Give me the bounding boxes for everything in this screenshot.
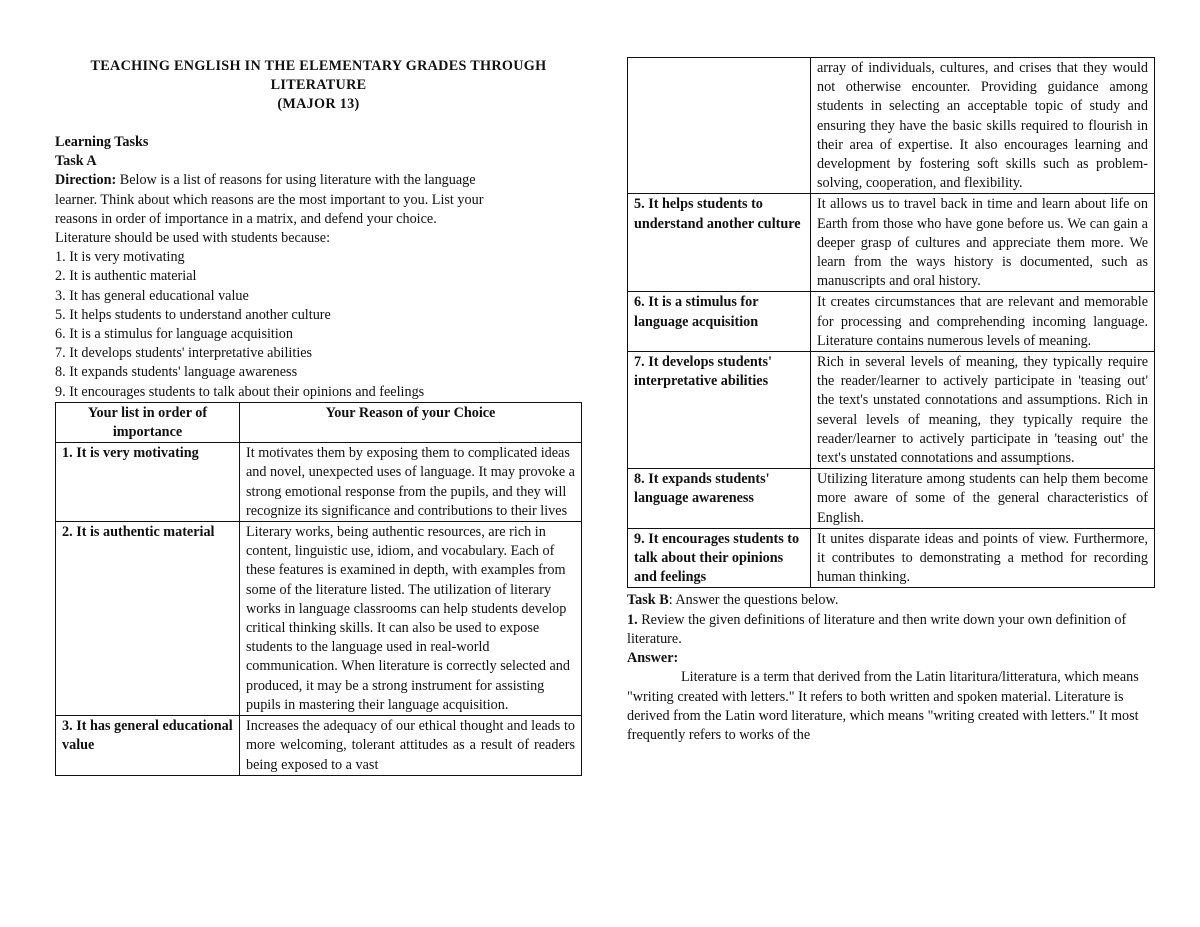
reason-text: Literary works, being authentic resources, are rich in content, linguistic use, idiom, and vocabulary. Each of these features is examined in depth, with examples from some of the literature listed. The utilization of literary works in language classrooms can help students develop critical thinking skills. It can also be used to expose students to the language used in real-world communication. When literature is correctly selected and produced, it may be a strong instrument for assisting pupils in mastering their language acquisition.: [240, 522, 582, 716]
reason-item: 8. It expands students' language awareness: [628, 469, 811, 529]
reasons-table: [55, 402, 582, 776]
table-row: [56, 522, 582, 716]
table-row: [628, 352, 1155, 469]
list-item: 3. It has general educational value: [55, 287, 249, 304]
direction-line: reasons in order of importance in a matrix, and defend your choice.: [55, 210, 437, 227]
answer-label: Answer:: [627, 650, 679, 667]
task-a-heading: Task A: [55, 153, 97, 170]
task-b-instruction: : Answer the questions below.: [668, 592, 839, 609]
reason-item: 3. It has general educational value: [56, 716, 240, 776]
reason-text: It creates circumstances that are relevant and memorable for processing and comprehending incoming language. Literature contains numerous levels of meaning.: [811, 292, 1155, 352]
direction-line: Below is a list of reasons for using literature with the language: [116, 172, 476, 189]
right-column: [627, 57, 1155, 745]
direction-line: learner. Think about which reasons are the most important to you. List your: [55, 191, 484, 208]
list-item: 7. It develops students' interpretative abilities: [55, 345, 313, 362]
reason-text: It allows us to travel back in time and learn about life on Earth from those who have gone before us. We can gain a deeper grasp of cultures and appreciate them more. We learn from the ways history is documented, such as manuscripts and oral history.: [811, 194, 1155, 292]
document-title: [55, 57, 582, 114]
title-line-3: (MAJOR 13): [277, 96, 360, 112]
left-column: [55, 57, 582, 776]
reason-item: 5. It helps students to understand another culture: [628, 194, 811, 292]
list-item: 2. It is authentic material: [55, 268, 197, 285]
table-header-row: [56, 402, 582, 442]
reason-text: Rich in several levels of meaning, they typically require the reader/learner to actively participate in 'teasing out' the text's unstated connotations and assumptions. Rich in several levels of meaning, they typically require the reader/learner to actively participate in 'teasing out' the text's unstated connotations and assumptions.: [811, 352, 1155, 469]
reason-item: 7. It develops students' interpretative abilities: [628, 352, 811, 469]
intro-text: Literature should be used with students because:: [55, 230, 331, 247]
reasons-table-continued: [627, 57, 1155, 588]
reason-text: array of individuals, cultures, and crises that they would not otherwise encounter. Providing guidance among students in selecting an acceptable topic of study and ensuring they have the basic skills required to flourish in their area of expertise. It also encourages learning and development by fostering soft skills such as problem-solving, cooperation, and flexibility.: [811, 58, 1155, 194]
reason-text: It unites disparate ideas and points of view. Furthermore, it contributes to demonstrating a method for recording human thinking.: [811, 528, 1155, 588]
reason-text: Utilizing literature among students can help them become more aware of some of the general characteristics of English.: [811, 469, 1155, 529]
answer-text: Literature is a term that derived from the Latin litaritura/litteratura, which means "writing created with letters." It refers to both written and spoken material. Literature is derived from the Latin word literature, which means "writing created with letters." It most frequently refers to works of the: [627, 669, 1139, 743]
table-row: [628, 469, 1155, 529]
title-line-2: LITERATURE: [270, 77, 367, 93]
list-item: 9. It encourages students to talk about their opinions and feelings: [55, 383, 425, 400]
reason-item: 9. It encourages students to talk about their opinions and feelings: [628, 528, 811, 588]
reason-item: [628, 58, 811, 194]
task-b-label: Task B: [627, 592, 669, 609]
table-row: [628, 58, 1155, 194]
column-header-reason: Your Reason of your Choice: [240, 402, 582, 442]
question-number: 1.: [627, 611, 638, 628]
table-row: [628, 528, 1155, 588]
direction-label: Direction:: [55, 172, 117, 189]
list-item: 1. It is very motivating: [55, 249, 185, 266]
reason-item: 2. It is authentic material: [56, 522, 240, 716]
learning-tasks-heading: Learning Tasks: [55, 134, 149, 150]
question-text: Review the given definitions of literature and then write down your own definition of literature.: [627, 611, 1127, 647]
list-item: 5. It helps students to understand another culture: [55, 306, 331, 323]
reason-text: It motivates them by exposing them to complicated ideas and novel, unexpected uses of language. It may provoke a strong emotional response from the pupils, and they will recognize its significance and contributions to their lives: [240, 443, 582, 522]
reason-item: 6. It is a stimulus for language acquisition: [628, 292, 811, 352]
table-row: [628, 194, 1155, 292]
list-item: 6. It is a stimulus for language acquisition: [55, 326, 293, 343]
list-item: 8. It expands students' language awareness: [55, 364, 298, 381]
reason-item: 1. It is very motivating: [56, 443, 240, 522]
reason-text: Increases the adequacy of our ethical thought and leads to more welcoming, tolerant attitudes as a result of readers being exposed to a vast: [240, 716, 582, 776]
direction-text: [55, 171, 582, 401]
column-header-list: Your list in order of importance: [56, 402, 240, 442]
task-b-section: [627, 591, 1155, 745]
table-row: [628, 292, 1155, 352]
title-line-1: TEACHING ENGLISH IN THE ELEMENTARY GRADES THROUGH: [90, 58, 547, 74]
table-row: [56, 716, 582, 776]
table-row: [56, 443, 582, 522]
